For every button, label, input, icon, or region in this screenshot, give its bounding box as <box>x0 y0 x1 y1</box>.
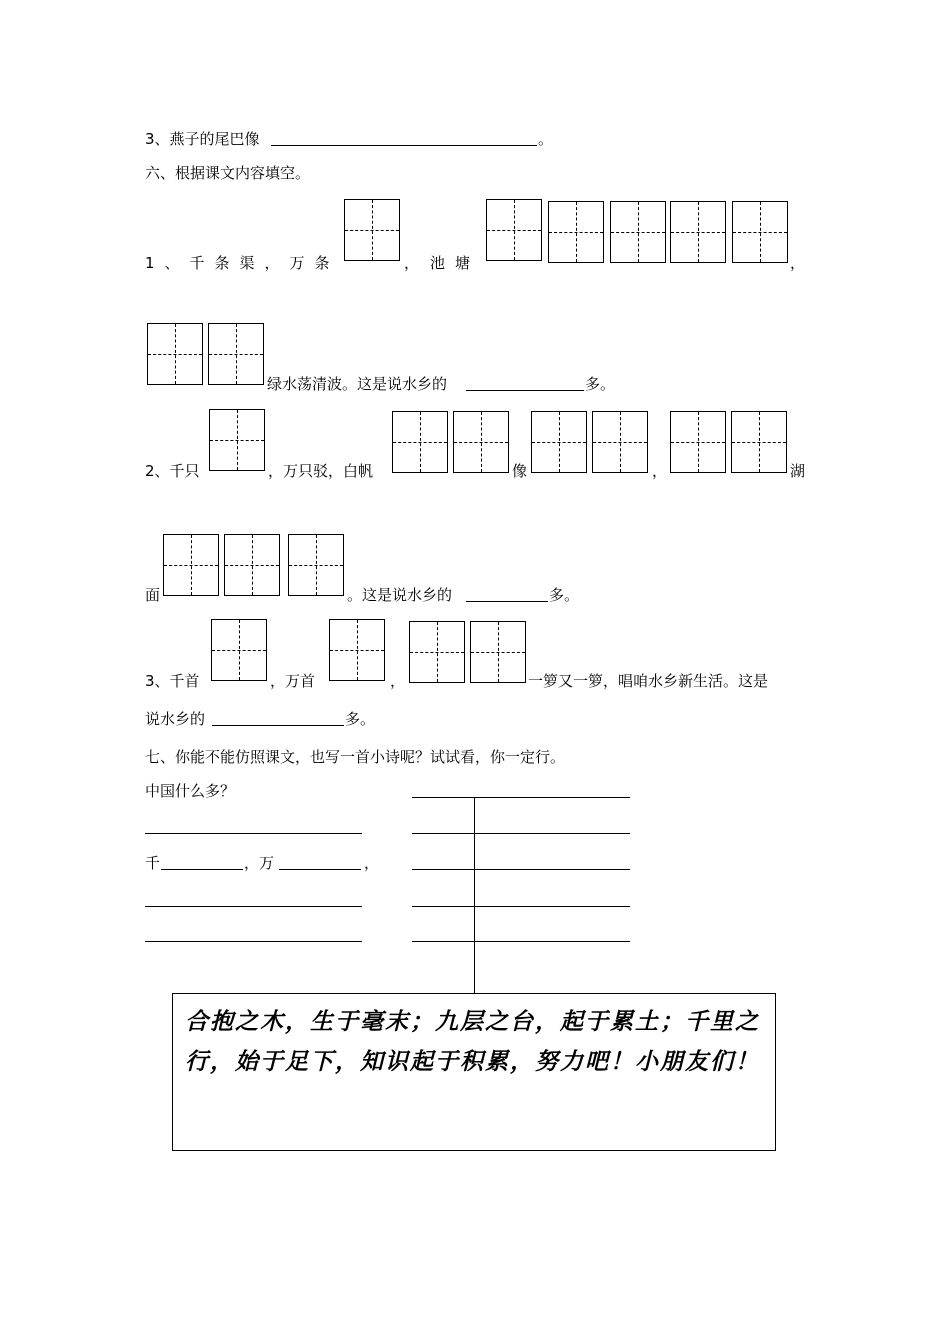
poem-blank-right[interactable] <box>412 941 630 942</box>
q5-3-suffix: 。 <box>538 130 554 148</box>
poem-blank-wan[interactable] <box>279 869 361 870</box>
s6-2-mian: 面 <box>145 586 161 604</box>
s6-3-text1: ，万首 <box>270 672 316 690</box>
s6-2-text2: 。这是说水乡的 <box>347 586 453 604</box>
s6-1-label: 1、千条渠，万条 <box>145 254 340 272</box>
char-box[interactable] <box>610 201 666 263</box>
char-box[interactable] <box>344 199 400 261</box>
poem-blank-right[interactable] <box>412 797 630 798</box>
char-box[interactable] <box>453 411 509 473</box>
s6-2-hu: 湖 <box>790 462 806 480</box>
s6-1-blank[interactable] <box>466 390 584 391</box>
char-box[interactable] <box>670 411 726 473</box>
motivational-quote-box: 合抱之木，生于毫末；九层之台，起于累土；千里之行，始于足下，知识起于积累，努力吧！小朋友们！ <box>172 993 776 1151</box>
char-box[interactable] <box>548 201 604 263</box>
char-box[interactable] <box>329 619 385 681</box>
s7-comma: ， <box>364 854 380 872</box>
s6-3-comma: ， <box>390 672 406 690</box>
s6-1-comma1: ， <box>404 254 420 272</box>
q5-3-prefix: 3、燕子的尾巴像 <box>145 130 260 148</box>
s6-3-label: 3、千首 <box>145 672 200 690</box>
char-box[interactable] <box>486 199 542 261</box>
s6-3-duo: 多。 <box>345 710 376 728</box>
s6-3-text3: 说水乡的 <box>145 710 206 728</box>
char-box[interactable] <box>470 621 526 683</box>
poem-blank-right[interactable] <box>412 869 630 870</box>
s6-3-blank[interactable] <box>212 725 344 726</box>
s6-1-text2: 绿水荡清波。这是说水乡的 <box>267 375 448 393</box>
poem-blank-qian[interactable] <box>161 869 243 870</box>
poem-blank-left[interactable] <box>145 833 362 834</box>
s6-2-duo: 多。 <box>549 586 580 604</box>
char-box[interactable] <box>211 619 267 681</box>
char-box[interactable] <box>409 621 465 683</box>
s6-1-comma2: ， <box>790 254 806 272</box>
s7-qian: 千 <box>145 854 161 872</box>
section6-title: 六、根据课文内容填空。 <box>145 164 311 182</box>
char-box[interactable] <box>147 323 203 385</box>
char-box[interactable] <box>163 534 219 596</box>
s6-2-label: 2、千只 <box>145 462 200 480</box>
char-box[interactable] <box>288 534 344 596</box>
char-box[interactable] <box>392 411 448 473</box>
section7-title: 七、你能不能仿照课文，也写一首小诗呢？试试看，你一定行。 <box>145 748 566 766</box>
char-box[interactable] <box>224 534 280 596</box>
s6-1-duo: 多。 <box>585 375 616 393</box>
poem-blank-right[interactable] <box>412 906 630 907</box>
s6-2-comma: ， <box>652 462 668 480</box>
s6-3-text2: 一箩又一箩，唱咱水乡新生活。这是 <box>528 672 769 690</box>
poem-blank-right[interactable] <box>412 833 630 834</box>
poem-blank-left[interactable] <box>145 906 362 907</box>
char-box[interactable] <box>208 323 264 385</box>
s6-1-pond: 池塘 <box>430 254 481 272</box>
s7-wan: ，万 <box>244 854 275 872</box>
s6-2-text1: ，万只驳，白帆 <box>268 462 374 480</box>
s6-2-blank[interactable] <box>466 601 548 602</box>
poem-blank-left[interactable] <box>145 941 362 942</box>
s7-line1: 中国什么多？ <box>145 782 236 800</box>
char-box[interactable] <box>592 411 648 473</box>
vertical-divider <box>474 798 475 994</box>
s6-2-xiang: 像 <box>512 462 528 480</box>
char-box[interactable] <box>209 409 265 471</box>
char-box[interactable] <box>731 411 787 473</box>
char-box[interactable] <box>732 201 788 263</box>
char-box[interactable] <box>670 201 726 263</box>
q5-3-blank[interactable] <box>271 145 537 146</box>
char-box[interactable] <box>531 411 587 473</box>
